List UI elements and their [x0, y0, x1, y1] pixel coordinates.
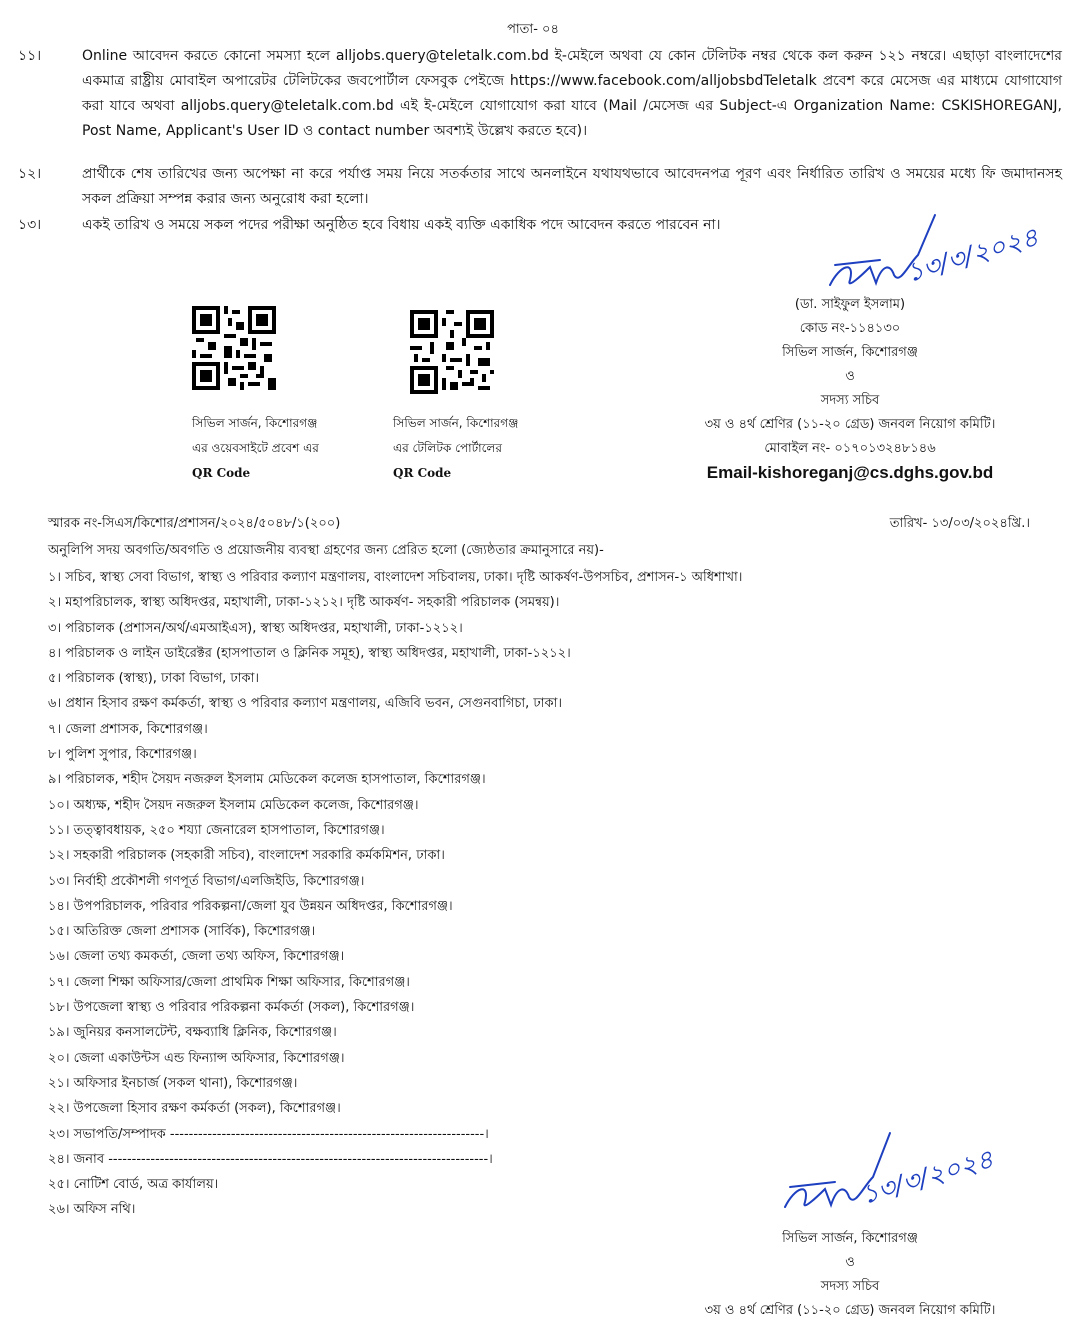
signature-bottom-text: ১৩/৩/২০২৪ — [858, 1144, 997, 1211]
signatory-mobile: মোবাইল নং- ০১৭০১৩২৪৮১৪৬ — [764, 441, 936, 456]
qr-caption-line: এর টেলিটক পোর্টালের — [393, 441, 502, 455]
recipient-item: ৮। পুলিশ সুপার, কিশোরগঞ্জ। — [48, 747, 197, 763]
recipient-item: ১০। অধ্যক্ষ, শহীদ সৈয়দ নজরুল ইসলাম মেডিকেল কলেজ, কিশোরগঞ্জ। — [48, 797, 419, 813]
recipient-item: ১৩। নির্বাহী প্রকৌশলী গণপূর্ত বিভাগ/এলজিইডি, কিশোরগঞ্জ। — [48, 873, 365, 889]
signatory-and: ও — [845, 369, 855, 384]
recipient-item: ২২। উপজেলা হিসাব রক্ষণ কর্মকর্তা (সকল), কিশোরগঞ্জ। — [48, 1101, 341, 1117]
recipient-item: ২০। জেলা একাউন্টস এন্ড ফিন্যান্স অফিসার, কিশোরগঞ্জ। — [48, 1050, 345, 1066]
recipient-item: ৯। পরিচালক, শহীদ সৈয়দ নজরুল ইসলাম মেডিকেল কলেজ হাসপাতাল, কিশোরগঞ্জ। — [48, 772, 486, 788]
qr-caption-line: সিভিল সার্জন, কিশোরগঞ্জ — [393, 416, 519, 430]
qr-caption-label: QR Code — [192, 466, 251, 480]
committee-name: ৩য় ও ৪র্থ শ্রেণির (১১-২০ গ্রেড) জনবল নিয়োগ কমিটি। — [704, 417, 996, 432]
paragraph-text: একই তারিখ ও সময়ে সকল পদের পরীক্ষা অনুষ্ঠিত হবে বিধায় একই ব্যক্তি একাধিক পদে আবেদন করতে পারবেন না। — [82, 217, 721, 233]
recipient-item: ৬। প্রধান হিসাব রক্ষণ কর্মকর্তা, স্বাস্থ্য ও পরিবার কল্যাণ মন্ত্রণালয়, এজিবি ভবন, সেগুনবাগিচা, ঢাকা। — [48, 696, 563, 712]
paragraph-text: Online আবেদন করতে কোনো সমস্যা হলে alljobs.query@teletalk.com.bd ই-মেইলে অথবা যে কোন টেলিটক নম্বর থেকে কল করুন ১২১ নম্বরে। এছাড়া বাংলাদেশের একমাত্র রাষ্ট্রীয় মোবাইল অপারেটর টেলিটকের জবপোর্টাল ফেসবুক পেইজে https://www.facebook.com/alljobsbdTeletalk প্রবেশ করে মেসেজ এর মাধ্যমে যোগাযোগ করা যাবে অথবা alljobs.query@teletalk.com.bd এই ই-মেইলে যোগাযোগ করা যাবে (Mail /মেসেজ এর Subject-এ Organization Name: CSKISHOREGANJ, Post Name, Applicant's User ID ও contact number অবশ্যই উল্লেখ করতে হবে)। — [82, 48, 1062, 139]
recipient-item: ৫। পরিচালক (স্বাস্থ্য), ঢাকা বিভাগ, ঢাকা। — [48, 671, 260, 687]
qr-caption-website — [192, 411, 319, 486]
signature-block-top — [660, 293, 1040, 485]
paragraph-number: ১২। — [18, 166, 42, 182]
signatory-code: কোড নং-১১৪১৩০ — [799, 321, 901, 336]
signatory-and: ও — [845, 1255, 855, 1270]
page-number: পাতা- ০৪ — [507, 22, 559, 37]
qr-caption-label: QR Code — [393, 466, 452, 480]
recipient-item: ১৯। জুনিয়র কনসালটেন্ট, বক্ষব্যাধি ক্লিনিক, কিশোরগঞ্জ। — [48, 1025, 337, 1041]
recipient-item: ২৫। নোটিশ বোর্ড, অত্র কার্যালয়। — [48, 1177, 219, 1193]
recipient-item: ২। মহাপরিচালক, স্বাস্থ্য অধিদপ্তর, মহাখালী, ঢাকা-১২১২। দৃষ্টি আকর্ষণ- সহকারী পরিচালক (সমন্বয়)। — [48, 595, 560, 611]
qr-caption-teletalk — [393, 411, 518, 486]
recipient-item: ৩। পরিচালক (প্রশাসন/অর্থ/এমআইএস), স্বাস্থ্য অধিদপ্তর, মহাখালী, ঢাকা-১২১২। — [48, 620, 463, 636]
recipient-item: ৪। পরিচালক ও লাইন ডাইরেক্টর (হাসপাতাল ও ক্লিনিক সমূহ), স্বাস্থ্য অধিদপ্তর, মহাখালী, ঢাকা-১২১২। — [48, 645, 571, 661]
recipient-item: ২৩। সভাপতি/সম্পাদক -------------------------------------------------------------------। — [48, 1126, 489, 1142]
recipient-item: ৭। জেলা প্রশাসক, কিশোরগঞ্জ। — [48, 721, 208, 737]
recipient-item: ২৬। অফিস নথি। — [48, 1202, 136, 1218]
signatory-role: সদস্য সচিব — [820, 1279, 880, 1294]
signatory-title: সিভিল সার্জন, কিশোরগঞ্জ — [782, 345, 918, 360]
signature-top-image — [810, 205, 1042, 300]
qr-caption-line: সিভিল সার্জন, কিশোরগঞ্জ — [192, 416, 318, 430]
signatory-title: সিভিল সার্জন, কিশোরগঞ্জ — [782, 1231, 918, 1246]
committee-name: ৩য় ও ৪র্থ শ্রেণির (১১-২০ গ্রেড) জনবল নিয়োগ কমিটি। — [704, 1303, 996, 1318]
recipient-item: ২৪। জনাব ---------------------------------------------------------------------------------। — [48, 1151, 493, 1167]
signatory-name: (ডা. সাইফুল ইসলাম) — [794, 297, 906, 312]
signature-block-bottom — [640, 1227, 1060, 1323]
recipient-item: ১১। তত্ত্বাবধায়ক, ২৫০ শয্যা জেনারেল হাসপাতাল, কিশোরগঞ্জ। — [48, 822, 385, 838]
qr-caption-line: এর ওয়েবসাইটে প্রবেশ এর — [192, 441, 319, 455]
paragraph-number: ১৩। — [18, 217, 42, 233]
recipient-item: ১৭। জেলা শিক্ষা অফিসার/জেলা প্রাথমিক শিক্ষা অফিসার, কিশোরগঞ্জ। — [48, 974, 410, 990]
recipient-item: ১। সচিব, স্বাস্থ্য সেবা বিভাগ, স্বাস্থ্য ও পরিবার কল্যাণ মন্ত্রণালয়, বাংলাদেশ সচিবালয়, ঢাকা। দৃষ্টি আকর্ষণ-উপসচিব, প্রশাসন-১ অধিশাখা। — [48, 570, 743, 585]
signatory-role: সদস্য সচিব — [820, 393, 880, 408]
paragraph-text: প্রার্থীকে শেষ তারিখের জন্য অপেক্ষা না করে পর্যাপ্ত সময় নিয়ে সতর্কতার সাথে অনলাইনে যথাযথভাবে আবেদনপত্র পূরণ এবং নির্ধারিত তারিখ ও সময়ের মধ্যে ফি জমাদানসহ সকল প্রক্রিয়া সম্পন্ন করার জন্য অনুরোধ করা হলো। — [82, 166, 1062, 207]
recipient-item: ১৫। অতিরিক্ত জেলা প্রশাসক (সার্বিক), কিশোরগঞ্জ। — [48, 924, 316, 940]
memo-intro: অনুলিপি সদয় অবগতি/অবগতি ও প্রয়োজনীয় ব্যবস্থা গ্রহণের জন্য প্রেরিত হলো (জ্যেষ্ঠতার ক্রমানুসারে নয়)- — [48, 543, 604, 558]
recipient-item: ১২। সহকারী পরিচালক (সহকারী সচিব), বাংলাদেশ সরকারি কর্মকমিশন, ঢাকা। — [48, 848, 445, 864]
recipient-item: ১৬। জেলা তথ্য কমকর্তা, জেলা তথ্য অফিস, কিশোরগঞ্জ। — [48, 949, 345, 965]
signatory-email: Email-kishoreganj@cs.dghs.gov.bd — [706, 463, 994, 482]
recipient-item: ২১। অফিসার ইনচার্জ (সকল থানা), কিশোরগঞ্জ। — [48, 1075, 298, 1091]
qr-code-website-image — [192, 306, 276, 390]
signature-bottom-image — [765, 1125, 997, 1220]
recipient-item: ১৮। উপজেলা স্বাস্থ্য ও পরিবার পরিকল্পনা কর্মকর্তা (সকল), কিশোরগঞ্জ। — [48, 1000, 415, 1016]
recipient-item: ১৪। উপপরিচালক, পরিবার পরিকল্পনা/জেলা যুব উন্নয়ন অধিদপ্তর, কিশোরগঞ্জ। — [48, 898, 453, 914]
memo-date: তারিখ- ১৩/০৩/২০২৪খ্রি.। — [889, 516, 1030, 531]
paragraph-11 — [18, 44, 1062, 144]
paragraph-number: ১১। — [18, 48, 42, 64]
memo-reference: স্মারক নং-সিএস/কিশোর/প্রশাসন/২০২৪/৫০৪৮/১(২০০) — [48, 516, 341, 531]
qr-code-teletalk-image — [410, 310, 494, 394]
signature-top-text: ১৩/৩/২০২৪ — [903, 222, 1042, 289]
